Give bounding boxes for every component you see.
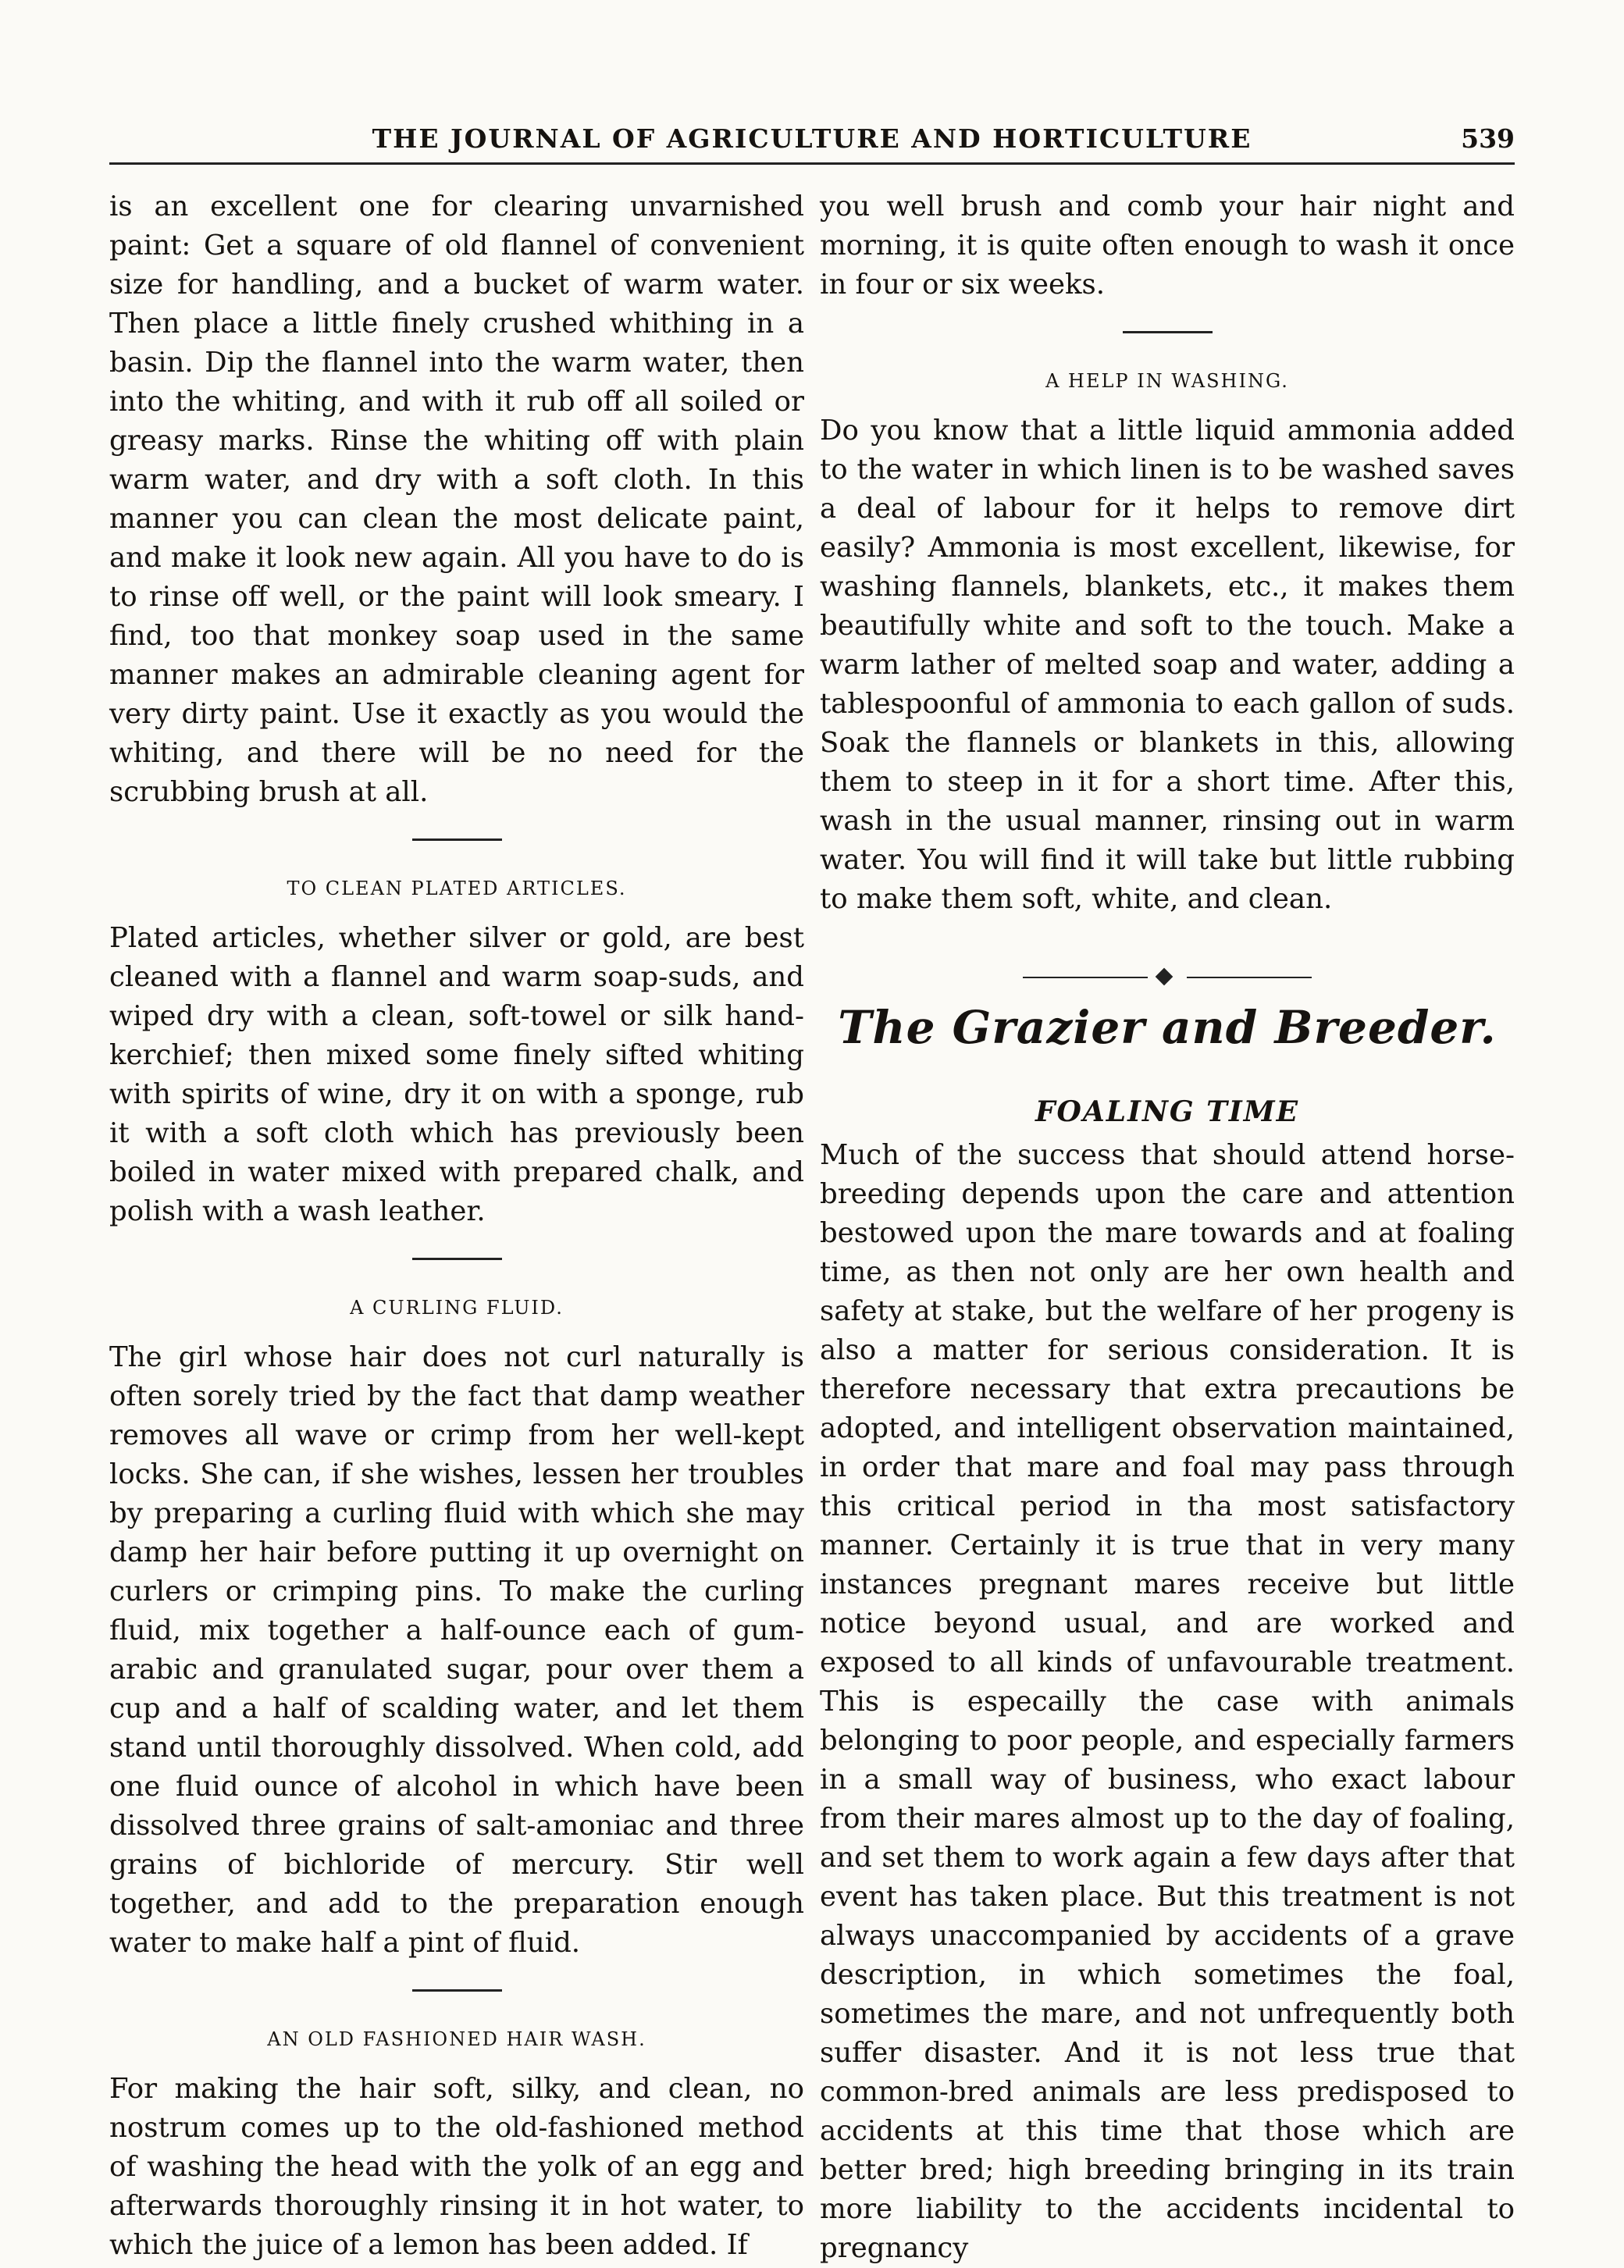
section-divider [412,1258,502,1260]
curling-fluid-paragraph: The girl whose hair does not curl naturally is often sorely tried by the fact that damp weather removes all wave or crimp from her well-kept locks. She can, if she wishes, lessen her troubles by preparing a curling fluid with which she may damp her hair before putting it up overnight on curlers or crimping pins. To make the curling fluid, mix together a half-ounce each of gum-arabic and granulated sugar, pour over them a cup and a half of scalding water, and let them stand until thoroughly dissolved. When cold, add one fluid ounce of alcohol in which have been dissolved three grains of salt-amoniac and three grains of bichloride of mercury. Stir well together, and add to the preparation enough water to make half a pint of fluid. [109,1341,804,1959]
hair-wash-paragraph: For making the hair soft, silky, and clean, no nostrum comes up to the old-fashioned method of washing the head with the yolk of an egg and afterwards thoroughly rinsing it in hot water, to which the juice of a lemon has been added. If [109,2073,804,2261]
hair-wash-heading: AN OLD FASHIONED HAIR WASH. [267,2028,646,2050]
washing-help-paragraph: Do you know that a little liquid ammonia added to the water in which linen is to be washed saves a deal of labour for it helps to remove dirt easily? Ammonia is most excellent, likewise, for washing flannels, blankets, etc., it makes them beautifully white and soft to the touch. Make a warm lather of melted soap and water, adding a tablespoonful of ammonia to each gallon of suds. Soak the flannels or blankets in this, allowing them to steep in it for a short time. After this, wash in the usual manner, rinsing out in warm water. You will find it will take but little rubbing to make them soft, white, and clean. [820,415,1515,915]
hair-wash-continued-paragraph: you well brush and comb your hair night and morning, it is quite often enough to wash it once in four or six weeks. [820,190,1515,301]
ornament-line-right [1187,977,1312,978]
ornament-diamond-icon [1156,968,1173,986]
curling-fluid-heading: A CURLING FLUID. [350,1297,564,1319]
section-divider [1123,331,1213,333]
foaling-time-heading: FOALING TIME [1035,1095,1300,1128]
ornament-line-left [1023,977,1148,978]
page-number: 539 [1461,123,1515,154]
paint-cleaning-paragraph: is an excellent one for clearing unvarnished paint: Get a square of old flannel of convenient size for handling, and a bucket of warm water. Then place a little finely crushed whithing in a basin. Dip the flannel into the warm water, then into the whiting, and with it rub off all soiled or greasy marks. Rinse the whiting off with plain warm water, and dry with a soft cloth. In this manner you can clean the most delicate paint, and make it look new again. All you have to do is to rinse off well, or the paint will look smeary. I find, too that monkey soap used in the same manner makes an admirable cleaning agent for very dirty paint. Use it exactly as you would the whiting, and there will be no need for the scrubbing brush at all. [109,190,804,808]
section-divider [412,1989,502,1992]
plated-articles-paragraph: Plated articles, whether silver or gold, are best cleaned with a flannel and warm soap-suds, and wiped dry with a clean, soft-towel or silk hand-kerchief; then mixed some finely sifted whiting with spirits of wine, dry it on with a sponge, rub it with a soft cloth which has previously been boiled in water mixed with prepared chalk, and polish with a wash leather. [109,922,804,1227]
foaling-time-paragraph: Much of the success that should attend horse-breeding depends upon the care and attention bestowed upon the mare towards and at foaling time, as then not only are her own health and safety at stake, but the welfare of her progeny is also a matter for serious consideration. It is therefore necessary that extra precautions be adopted, and intelligent observation maintained, in order that mare and foal may pass through this critical period in tha most satisfactory manner. Certainly it is true that in very many instances pregnant mares receive but little notice beyond usual, and are worked and exposed to all kinds of unfavourable treatment. This is especailly the case with animals belonging to poor people, and especially farmers in a small way of business, who exact labour from their mares almost up to the day of foaling, and set them to work again a few days after that event has taken place. But this treatment is not always unaccompanied by accidents of a grave description, in which sometimes the foal, sometimes the mare, and not unfrequently both suffer disaster. And it is not less true that common-bred animals are less predisposed to accidents at this time that those which are better bred; high breeding bringing in its train more liability to the accidents incidental to pregnancy [820,1139,1515,2264]
plated-articles-heading: TO CLEAN PLATED ARTICLES. [287,878,627,899]
right-column [820,187,1515,2268]
section-title: The Grazier and Breeder. [838,1001,1497,1054]
journal-title: THE JOURNAL OF AGRICULTURE AND HORTICULTURE [372,123,1252,154]
ornamental-divider [1007,966,1327,989]
section-divider [412,838,502,841]
running-header [109,117,1515,165]
left-column [109,187,804,2265]
washing-help-heading: A HELP IN WASHING. [1045,370,1289,392]
